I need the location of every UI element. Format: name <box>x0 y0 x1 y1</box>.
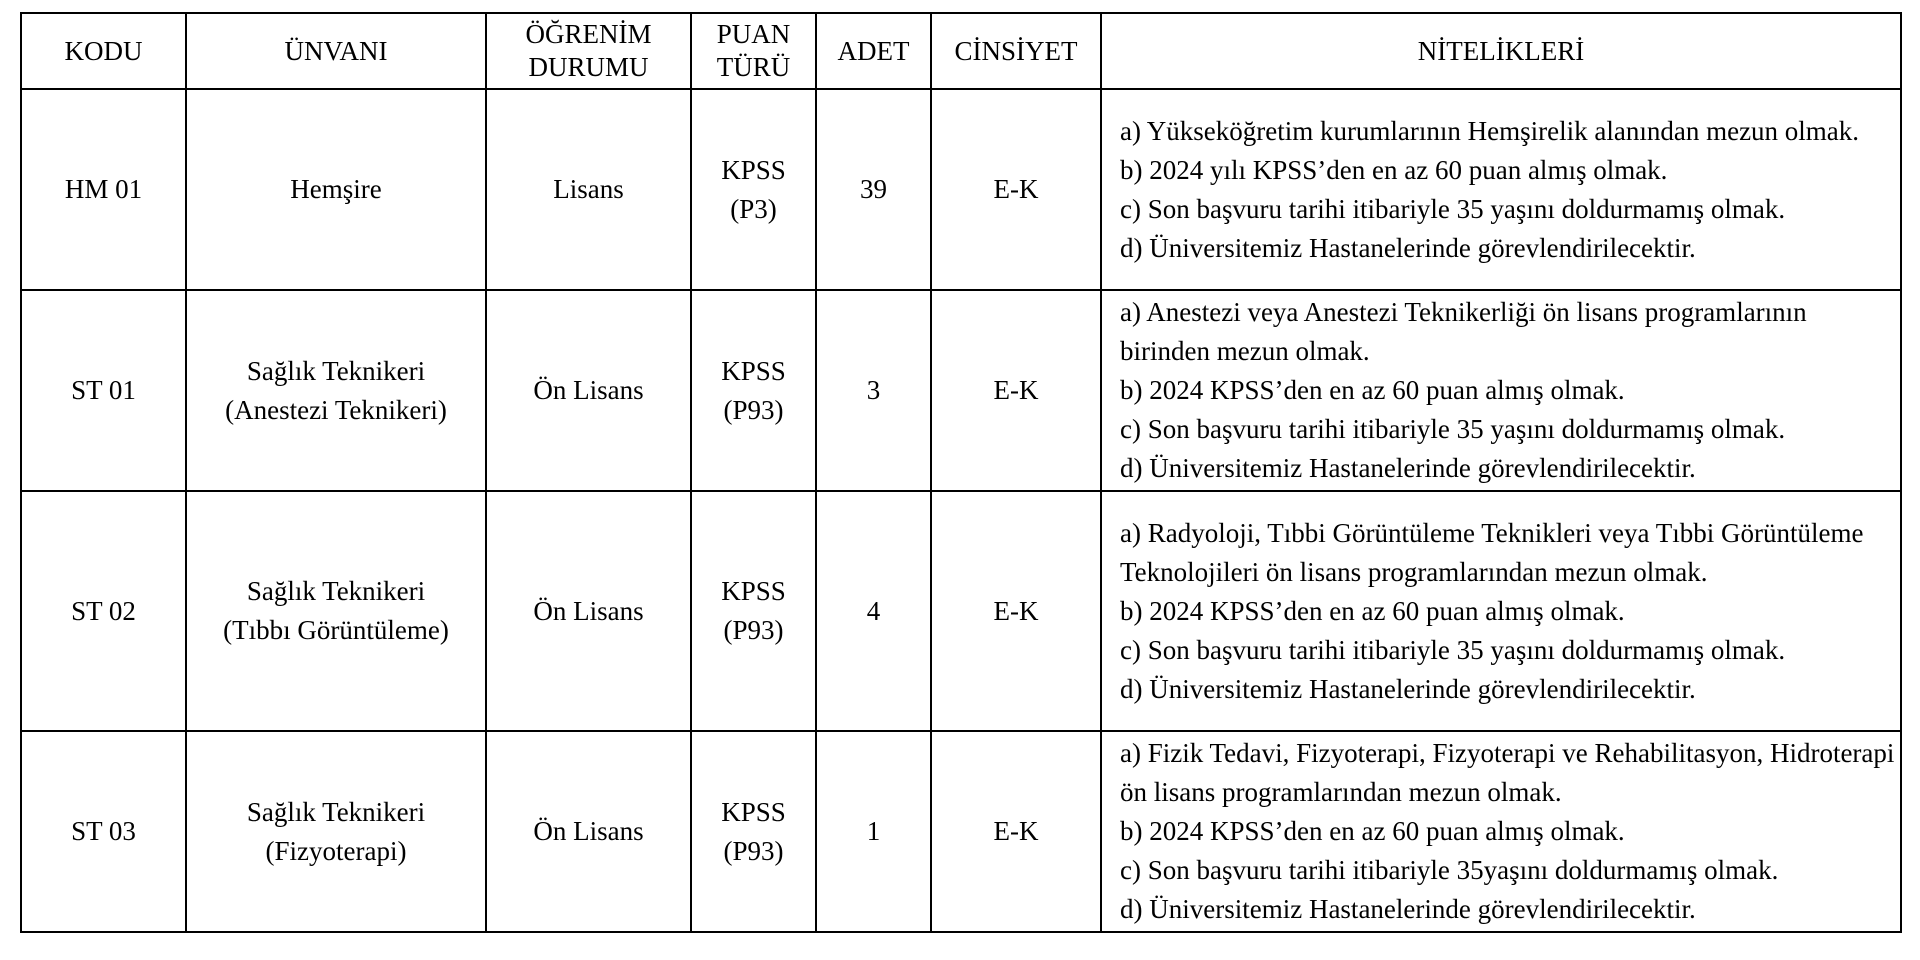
qualification-item: b) 2024 KPSS’den en az 60 puan almış olmak. <box>1120 816 1625 846</box>
cell-unvani-line-2: (Anestezi Teknikeri) <box>225 394 447 425</box>
cell-puan <box>691 89 816 290</box>
cell-unvani <box>186 491 486 731</box>
cell-cinsiyet-text: E-K <box>993 816 1039 846</box>
cell-unvani-line-1: Sağlık Teknikeri <box>246 355 426 386</box>
qualification-item: c) Son başvuru tarihi itibariyle 35yaşını doldurmamış olmak. <box>1120 855 1779 885</box>
cell-nitelikleri <box>1101 491 1901 731</box>
qualification-item: d) Üniversitemiz Hastanelerinde görevlendirilecektir. <box>1120 453 1696 483</box>
table-row <box>21 491 1901 731</box>
cell-unvani-line-2: (Fizyoterapi) <box>265 835 407 866</box>
cell-unvani <box>186 89 486 290</box>
cell-ogrenim-text: Ön Lisans <box>533 816 644 846</box>
header-puan-line-1: PUAN <box>716 19 791 49</box>
cell-puan-line-1: KPSS <box>721 154 786 185</box>
table-row <box>21 89 1901 290</box>
cell-kodu-text: ST 01 <box>71 375 136 405</box>
cell-puan-line-2: (P93) <box>723 835 784 866</box>
header-kodu <box>21 13 186 89</box>
cell-kodu <box>21 89 186 290</box>
cell-adet-text: 39 <box>860 174 887 204</box>
header-unvani <box>186 13 486 89</box>
cell-nitelikleri <box>1101 731 1901 932</box>
qualification-item: b) 2024 KPSS’den en az 60 puan almış olmak. <box>1120 375 1625 405</box>
cell-unvani <box>186 290 486 491</box>
cell-adet-text: 4 <box>866 595 881 626</box>
qualification-item: c) Son başvuru tarihi itibariyle 35 yaşını doldurmamış olmak. <box>1120 634 1786 665</box>
qualification-item: c) Son başvuru tarihi itibariyle 35 yaşını doldurmamış olmak. <box>1120 414 1786 444</box>
cell-adet <box>816 491 931 731</box>
cell-cinsiyet <box>931 491 1101 731</box>
cell-nitelikleri <box>1101 290 1901 491</box>
cell-ogrenim <box>486 731 691 932</box>
qualification-item: d) Üniversitemiz Hastanelerinde görevlendirilecektir. <box>1120 673 1696 704</box>
header-nitelikleri-label: NİTELİKLERİ <box>1417 35 1585 66</box>
cell-puan <box>691 290 816 491</box>
header-ogrenim-line-2: DURUMU <box>528 52 649 82</box>
qualification-item: b) 2024 yılı KPSS’den en az 60 puan almış olmak. <box>1120 154 1668 185</box>
header-nitelikleri <box>1101 13 1901 89</box>
header-cinsiyet-label: CİNSİYET <box>954 35 1078 66</box>
cell-ogrenim-text: Ön Lisans <box>533 375 644 405</box>
table-row <box>21 731 1901 932</box>
cell-puan-line-1: KPSS <box>721 355 786 386</box>
cell-puan-line-2: (P93) <box>723 615 784 645</box>
header-kodu-label: KODU <box>64 35 143 66</box>
cell-adet <box>816 731 931 932</box>
qualification-item: a) Yükseköğretim kurumlarının Hemşirelik alanından mezun olmak. <box>1120 115 1860 146</box>
cell-kodu-text: ST 03 <box>71 816 136 846</box>
cell-unvani-line-1: Sağlık Teknikeri <box>246 796 426 827</box>
header-adet <box>816 13 931 89</box>
cell-kodu-text: ST 02 <box>71 595 136 626</box>
cell-cinsiyet-text: E-K <box>993 375 1039 405</box>
cell-puan <box>691 491 816 731</box>
table-row <box>21 290 1901 491</box>
header-puan-line-2: TÜRÜ <box>716 52 791 82</box>
cell-kodu-text: HM 01 <box>64 174 143 204</box>
qualification-item: a) Fizik Tedavi, Fizyoterapi, Fizyoterapi ve Rehabilitasyon, Hidroterapi ön lisans programlarından mezun olmak. <box>1120 738 1895 807</box>
cell-unvani-line-2: (Tıbbı Görüntüleme) <box>223 615 449 645</box>
qualification-item: a) Anestezi veya Anestezi Teknikerliği ön lisans programlarının birinden mezun olmak. <box>1120 297 1807 366</box>
cell-puan-line-1: KPSS <box>721 576 786 606</box>
qualification-item: b) 2024 KPSS’den en az 60 puan almış olmak. <box>1120 595 1625 626</box>
cell-cinsiyet-text: E-K <box>993 174 1039 204</box>
cell-adet-text: 1 <box>866 816 881 846</box>
header-ogrenim-durumu <box>486 13 691 89</box>
header-cinsiyet <box>931 13 1101 89</box>
cell-cinsiyet-text: E-K <box>993 595 1039 626</box>
qualification-item: d) Üniversitemiz Hastanelerinde görevlendirilecektir. <box>1120 894 1696 924</box>
positions-table <box>20 12 1902 933</box>
header-adet-label: ADET <box>837 35 910 66</box>
cell-kodu <box>21 290 186 491</box>
cell-unvani <box>186 731 486 932</box>
cell-cinsiyet <box>931 731 1101 932</box>
header-puan-turu <box>691 13 816 89</box>
cell-adet-text: 3 <box>866 375 881 405</box>
cell-ogrenim <box>486 290 691 491</box>
cell-puan <box>691 731 816 932</box>
qualification-item: c) Son başvuru tarihi itibariyle 35 yaşını doldurmamış olmak. <box>1120 193 1786 224</box>
header-ogrenim-line-1: ÖĞRENİM <box>525 19 652 49</box>
cell-ogrenim <box>486 491 691 731</box>
cell-ogrenim-text: Ön Lisans <box>533 595 644 626</box>
cell-cinsiyet <box>931 89 1101 290</box>
cell-puan-line-2: (P93) <box>723 394 784 425</box>
cell-adet <box>816 89 931 290</box>
cell-puan-line-2: (P3) <box>730 193 777 224</box>
cell-kodu <box>21 491 186 731</box>
qualification-item: a) Radyoloji, Tıbbi Görüntüleme Teknikleri veya Tıbbi Görüntüleme Teknolojileri ön lisans programlarından mezun olmak. <box>1120 517 1864 587</box>
header-unvani-label: ÜNVANI <box>284 35 388 66</box>
cell-nitelikleri <box>1101 89 1901 290</box>
cell-ogrenim <box>486 89 691 290</box>
cell-kodu <box>21 731 186 932</box>
cell-unvani-line-1: Hemşire <box>290 174 382 204</box>
cell-puan-line-1: KPSS <box>721 796 786 827</box>
qualification-item: d) Üniversitemiz Hastanelerinde görevlendirilecektir. <box>1120 232 1696 263</box>
cell-cinsiyet <box>931 290 1101 491</box>
table-header-row <box>21 13 1901 89</box>
cell-adet <box>816 290 931 491</box>
cell-unvani-line-1: Sağlık Teknikeri <box>246 576 426 606</box>
cell-ogrenim-text: Lisans <box>553 174 624 204</box>
